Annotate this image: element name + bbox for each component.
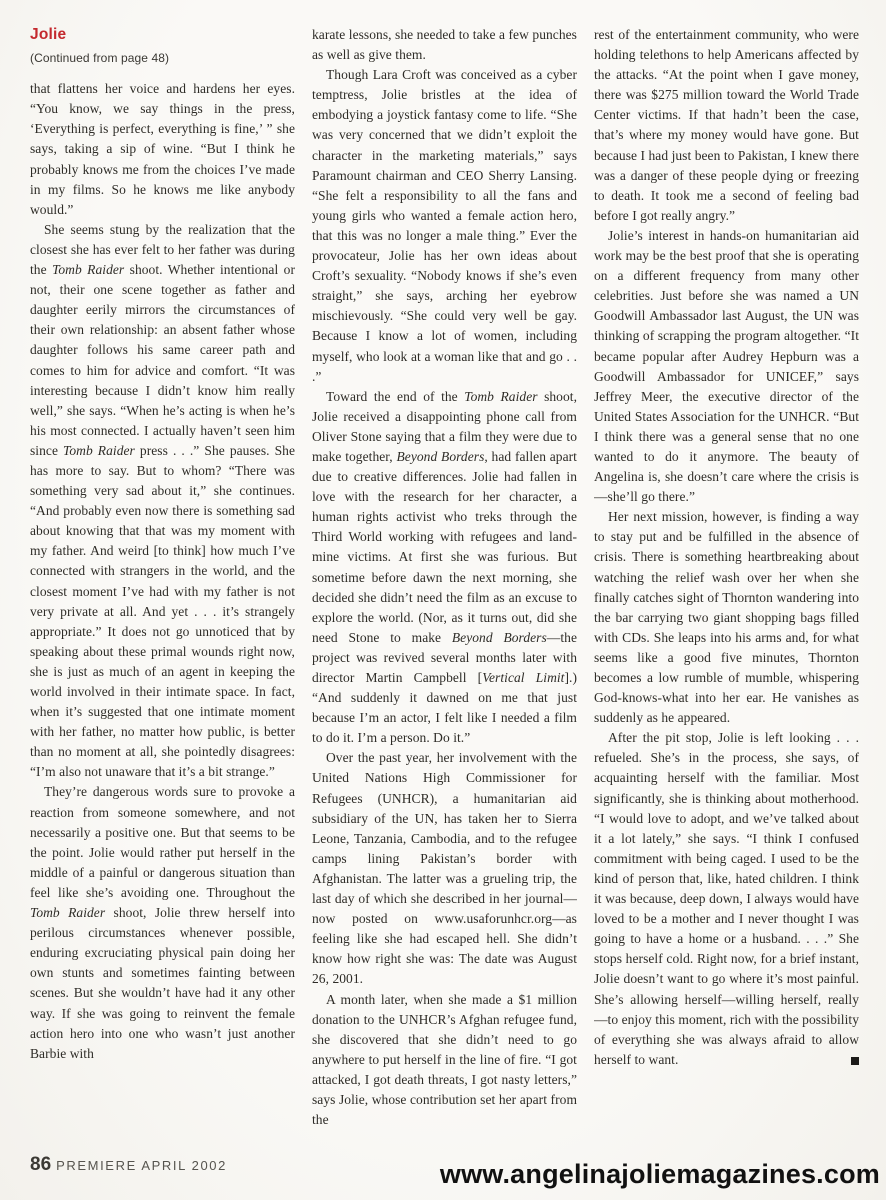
article-body (30, 25, 860, 1143)
film-title-italic: Tomb Raider (52, 262, 125, 278)
paragraph-text: A month later, when she made a $1 million donation to the UNHCR’s Afghan refugee fund, she discovered that she didn’t need to go anywhere to put herself in the line of fire. “I got attacked, I got death threats, I got nasty letters,” says Jolie, whose contribution set her apart from the (312, 991, 577, 1128)
paragraph-text: Jolie’s interest in hands-on humanitarian aid work may be the best proof that she is operating on a different frequency from many other celebrities. Just before she was named a UN Goodwill Ambassador last August, the UN was thinking of scrapping the program altogether. “It became popular after Audrey Hepburn was a Goodwill Ambassador for UNICEF,” says Jeffrey Meer, the executive director of the United States Association for the UNHCR. “But I think there was a general sense that no one wanted to do it anymore. The beauty of Angelina is, she doesn’t care where the crisis is—she’ll go there.” (594, 227, 859, 505)
article-paragraph (594, 226, 859, 507)
article-paragraph (312, 990, 577, 1131)
paragraph-text: press . . .” She pauses. She has more to say. But to whom? “There was something very sad about it,” she continues. “And probably even now there is something sad about knowing that that was my moment with my father. And weird [to think] how much I’ve connected with strangers in the world, and the closest moment I’ve had with my father is not very private at all. And yet . . . it’s strangely appropriate.” It does not go unnoticed that by speaking about these primal wounds right now, she is just as much of an agent in keeping the world involved in their intimate space. In fact, when it’s suggested that one intimate moment with her father, no matter how public, is better than no moment at all, she pointedly disagrees: “I’m also not unaware that it’s a bit strange.” (30, 442, 295, 780)
article-column-2 (312, 25, 577, 1143)
film-title-italic: Beyond Borders (451, 629, 547, 645)
paragraph-text: Though Lara Croft was conceived as a cyber temptress, Jolie bristles at the idea of embodying a joystick fantasy come to life. “She was very concerned that we didn’t exploit the character in the marketing materials,” says Paramount chairman and CEO Sherry Lansing. “She felt a responsibility to all the fans and young girls who wanted a female action hero, that this was no longer a male thing.” Ever the provocateur, Jolie has her own ideas about Croft’s sexuality. “Nobody knows if she’s even straight,” she says, arching her eyebrow mischievously. “She could very well be gay. Because I know a lot of women, including myself, who look at a woman like that and go . . .” (312, 67, 577, 384)
page-number: 86 (30, 1154, 52, 1175)
film-title-italic: Tomb Raider (63, 442, 135, 458)
paragraph-text: Over the past year, her involvement with the United Nations High Commissioner for Refugees (UNHCR), a humanitarian aid subsidiary of the UN, has taken her to Sierra Leone, Tanzania, Cambodia, and to the refugee camps lining Pakistan’s border with Afghanistan. The latter was a grueling trip, the last day of which she described in her journal—now posted on www.usaforunhcr.org—as feeling like she had escaped hell. She didn’t know how right she was: The date was August 26, 2001. (312, 750, 577, 987)
article-title: Jolie (30, 26, 67, 43)
paragraph-text: After the pit stop, Jolie is left looking . . . refueled. She’s in the process, she says, of acquainting herself with the familiar. Most significantly, she is thinking about motherhood. “I would love to adopt, and we’ve talked about it a lot lately,” she says. “I think I confused commitment with being caged. I used to be the kind of person that, like, hated children. I think it was because, deep down, I always would have loved to be a mother and I never thought I was going to have a home or a husband. . . .” She stops herself cold. Right now, for a brief instant, Jolie doesn’t want to go where it’s most painful. She’s allowing herself—willing herself, really—to enjoy this moment, rich with the possibility of everything she was always afraid to allow herself to want. (594, 730, 859, 1067)
continued-from-note: (Continued from page 48) (30, 51, 170, 66)
film-title-italic: Tomb Raider (464, 388, 538, 404)
article-paragraph (312, 65, 577, 387)
article-header (30, 25, 295, 68)
magazine-name-date: PREMIERE APRIL 2002 (56, 1158, 227, 1173)
end-of-article-mark (851, 1057, 859, 1065)
film-title-italic: Vertical Limit (482, 670, 565, 685)
paragraph-text: —the project was revived several months later with director Martin Campbell [ (312, 629, 577, 685)
paragraph-text: , had fallen apart due to creative differences. Jolie had fallen in love with the research for her character, a human rights activist who treks through the Third World working with refugees and land-mine victims. At first she was furious. But sometime before dawn the next morning, she decided she didn’t need the film as an excuse to explore the world. (Nor, as it turns out, did she need Stone to make (312, 448, 577, 645)
article-column-3 (594, 25, 859, 1143)
paragraph-text: Her next mission, however, is finding a way to stay put and be fulfilled in the absence of crisis. There is something heartbreaking about watching the relief wash over her when she finally catches sight of Thornton wandering into the bar carrying two giant shopping bags filled with CDs. She leaps into his arms and, for what seems like a good five minutes, Thornton becomes a low rumble of mumble, whispering God-knows-what into her ear. He vanishes as suddenly as he appeared. (594, 509, 859, 726)
paragraph-text: karate lessons, she needed to take a few punches as well as give them. (312, 27, 577, 63)
paragraph-text: shoot, Jolie received a disappointing phone call from Oliver Stone saying that a film they were due to make together, (312, 388, 577, 464)
article-paragraph (594, 25, 859, 226)
article-paragraph (312, 25, 577, 65)
article-paragraph (312, 387, 577, 749)
paragraph-text: ].) “And suddenly it dawned on me that just because I’m an actor, I felt like I needed a film to do it. I’m a person. Do it.” (312, 670, 577, 746)
article-paragraph (594, 507, 859, 728)
paragraph-text: that flattens her voice and hardens her eyes. “You know, we say things in the press, ‘Everything is perfect, everything is fine,’ ” she says, taking a sip of wine. “But I think he probably knows me from the choices I’ve made in my films. So he knows me like anybody would.” (30, 81, 295, 217)
paragraph-text: They’re dangerous words sure to provoke a reaction from someone somewhere, and not necessarily a positive one. But that seems to be the point. Jolie would rather put herself in the middle of a painful or dangerous situation than feel like she’s avoiding one. Throughout the (30, 784, 295, 900)
paragraph-text: Toward the end of the (326, 388, 465, 404)
paragraph-text: rest of the entertainment community, who were holding telethons to help Americans affected by the attacks. “At the point when I gave money, there was $275 million toward the World Trade Center victims. If that hadn’t been the case, that’s where my money would have gone. But because I had just been to Pakistan, I knew there was a danger of these people dying or freezing to death. It took me a second of feeling bad before I got really angry.” (594, 27, 859, 223)
article-column-1 (30, 25, 295, 1143)
article-paragraph (30, 220, 295, 783)
film-title-italic: Tomb Raider (30, 905, 106, 921)
article-paragraph (312, 748, 577, 989)
film-title-italic: Beyond Borders (396, 448, 485, 464)
paragraph-text: She seems stung by the realization that the closest she has ever felt to her father was during the (30, 221, 295, 278)
paragraph-text: shoot. Whether intentional or not, their one scene together as father and daughter eerily mirrors the circumstances of their own relationship: an absent father whose daughter follows his same career path and comes to him for advice and comfort. “It was interesting because I didn’t know him really well,” she says. “When he’s acting is when he’s his most connected. I actually haven’t seen him since (30, 262, 295, 458)
article-paragraph (30, 782, 295, 1063)
watermark-url: www.angelinajoliemagazines.com (439, 1159, 880, 1189)
article-paragraph (30, 79, 295, 220)
folio-footer (30, 1154, 227, 1176)
article-paragraph (594, 728, 859, 1070)
paragraph-text: shoot, Jolie threw herself into perilous circumstances whenever possible, enduring excruciating physical pain doing her own stunts and sometimes fainting between scenes. But she wouldn’t have had it any other way. If she was going to reinvent the female action hero into one who wasn’t just another Barbie with (30, 905, 295, 1061)
